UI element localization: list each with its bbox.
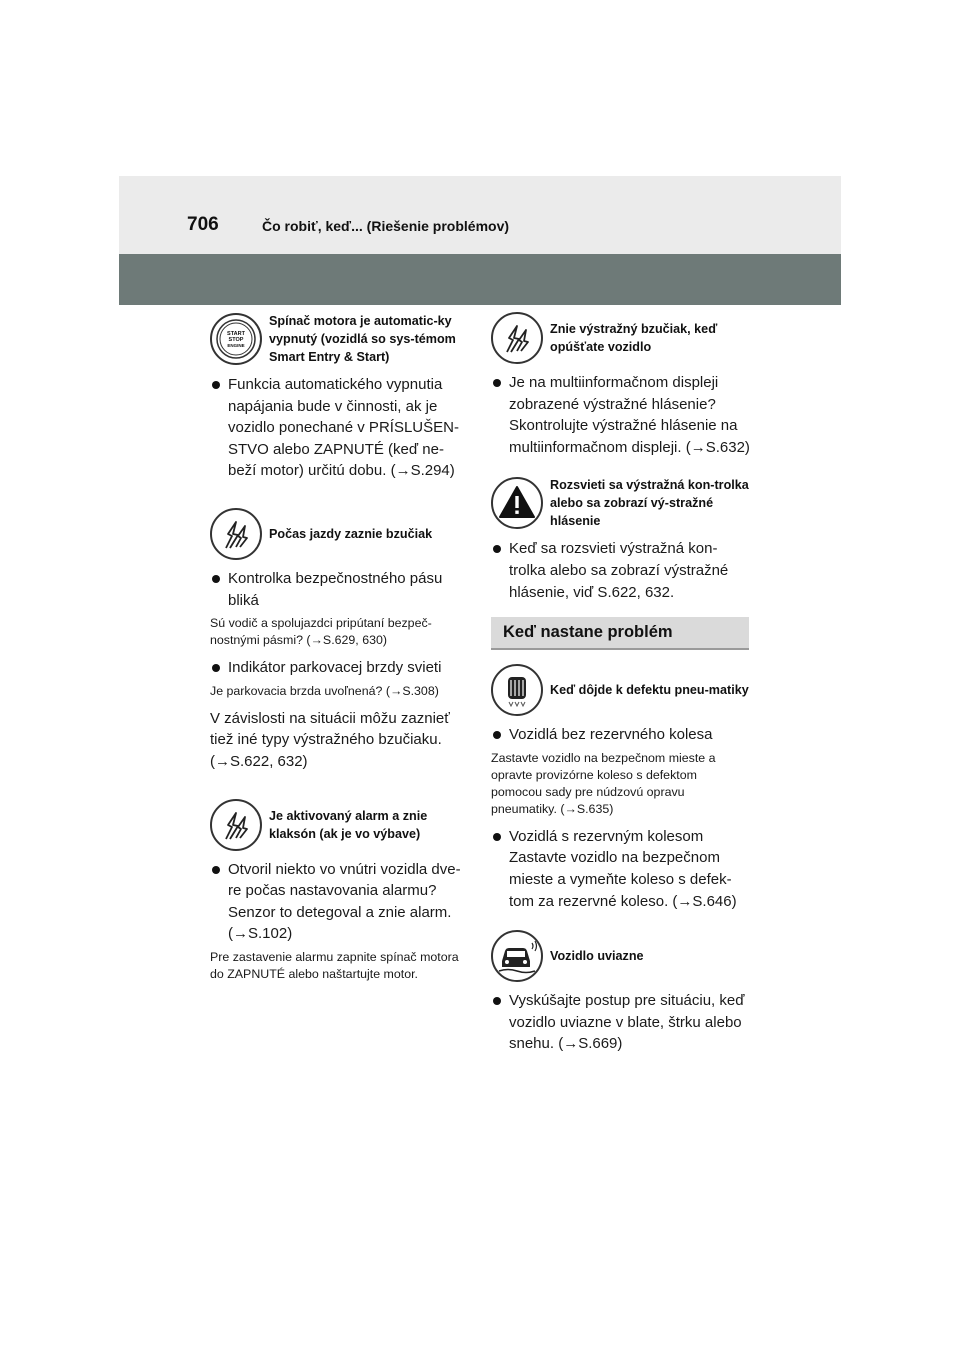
bullet-dot	[212, 866, 220, 874]
icon-label-start: START	[227, 331, 245, 337]
flat-tire-heading-text: Keď dôjde k defektu pneu-matiky	[550, 683, 749, 698]
left-column	[210, 312, 470, 991]
other-buzzer-paragraph: V závislosti na situácii môžu zaznieť tiež iné typy výstražného bzučiaku. (→S.622, 632)	[210, 709, 450, 770]
bullet-dot	[212, 575, 220, 583]
bullet-dot	[493, 833, 501, 841]
engine-off-heading-text: Spínač motora je automatic-ky vypnutý (vozidlá so sys-témom Smart Entry & Start)	[269, 314, 456, 364]
seatbelt-note: Sú vodič a spolujazdci pripútaní bezpeč-nostnými pásmi? (→S.629, 630)	[210, 616, 432, 648]
engine-off-heading	[210, 312, 470, 366]
vehicle-stuck-heading	[491, 930, 751, 982]
bullet-text: Je na multiinformačnom displeji zobrazené výstražné hlásenie? Skontrolujte výstražné hlásenie na multiinformačnom displeji. (→S.632)	[509, 374, 750, 456]
bullet-dot	[212, 664, 220, 672]
stuck-bullet	[491, 990, 751, 1055]
alarm-heading	[210, 799, 470, 851]
auto-power-off-bullet	[210, 374, 470, 482]
bullet-dot	[212, 381, 220, 389]
buzzer-icon	[210, 799, 262, 851]
parking-brake-note: Je parkovacia brzda uvoľnená? (→S.308)	[210, 683, 439, 698]
flat-tire-heading	[491, 664, 751, 716]
leaving-vehicle-heading	[491, 312, 751, 364]
warning-light-heading-text: Rozsvieti sa výstražná kon-trolka alebo sa zobrazí vý-stražné hlásenie	[550, 478, 749, 529]
no-spare-bullet	[491, 724, 751, 746]
bullet-text: Otvoril niekto vo vnútri vozidla dve-re počas nastavovania alarmu? Senzor to detegoval a znie alarm. (→S.102)	[228, 860, 461, 943]
bullet-text: Kontrolka bezpečnostného pásu bliká	[228, 569, 443, 609]
alarm-bullet	[210, 859, 470, 945]
bullet-text: Vozidlá s rezervným kolesom Zastavte vozidlo na bezpečnom mieste a vymeňte koleso s defek-tom za rezervné koleso. (→S.646)	[509, 827, 737, 910]
warning-exclamation-icon	[491, 477, 543, 529]
bullet-text: Keď sa rozsvieti výstražná kon-trolka alebo sa zobrazí výstražné hlásenie, viď S.622, 632.	[509, 540, 729, 601]
stuck-car-icon	[491, 930, 543, 982]
bullet-dot	[493, 379, 501, 387]
running-title: Čo robiť, keď... (Riešenie problémov)	[262, 218, 510, 234]
section-heading: Keď nastane problém	[491, 617, 749, 650]
buzzer-driving-heading	[210, 508, 470, 560]
buzzer-icon	[210, 508, 262, 560]
bullet-dot	[493, 545, 501, 553]
leaving-vehicle-heading-text: Znie výstražný bzučiak, keď opúšťate vozidlo	[550, 322, 718, 354]
bullet-text: Funkcia automatického vypnutia napájania bude v činnosti, ak je vozidlo ponechané v PRÍSLUŠEN-STVO alebo ZAPNUTÉ (keď ne-beží motor) určitú dobu. (→S.294)	[228, 376, 459, 480]
bullet-text: Vozidlá bez rezervného kolesa	[509, 726, 713, 744]
header-band	[119, 176, 841, 254]
chapter-bar	[119, 254, 841, 305]
right-column	[491, 312, 751, 1059]
warning-light-bullet	[491, 538, 751, 603]
with-spare-bullet	[491, 826, 751, 912]
parking-brake-bullet	[210, 657, 470, 679]
start-stop-button-icon	[210, 313, 262, 365]
icon-label-stop: STOP	[228, 337, 244, 343]
alarm-note: Pre zastavenie alarmu zapnite spínač motora do ZAPNUTÉ alebo naštartujte motor.	[210, 949, 459, 981]
seatbelt-bullet	[210, 568, 470, 611]
buzzer-driving-heading-text: Počas jazdy zaznie bzučiak	[269, 526, 433, 541]
no-spare-note: Zastavte vozidlo na bezpečnom mieste a opravte provizórne koleso s defektom pomocou sady pre núdzovú opravu pneumatiky. (→S.635)	[491, 750, 716, 816]
warning-light-heading	[491, 476, 751, 530]
buzzer-icon	[491, 312, 543, 364]
flat-tire-icon	[491, 664, 543, 716]
bullet-dot	[493, 731, 501, 739]
bullet-text: Vyskúšajte postup pre situáciu, keď vozidlo uviazne v blate, štrku alebo snehu. (→S.669)	[509, 992, 745, 1053]
multi-info-bullet	[491, 372, 751, 458]
bullet-text: Indikátor parkovacej brzdy svieti	[228, 659, 442, 677]
page-number: 706	[187, 214, 219, 235]
alarm-heading-text: Je aktivovaný alarm a znie klaksón (ak je vo výbave)	[269, 808, 428, 841]
vehicle-stuck-heading-text: Vozidlo uviazne	[550, 949, 644, 964]
icon-label-engine: ENGINE	[227, 343, 245, 348]
bullet-dot	[493, 997, 501, 1005]
